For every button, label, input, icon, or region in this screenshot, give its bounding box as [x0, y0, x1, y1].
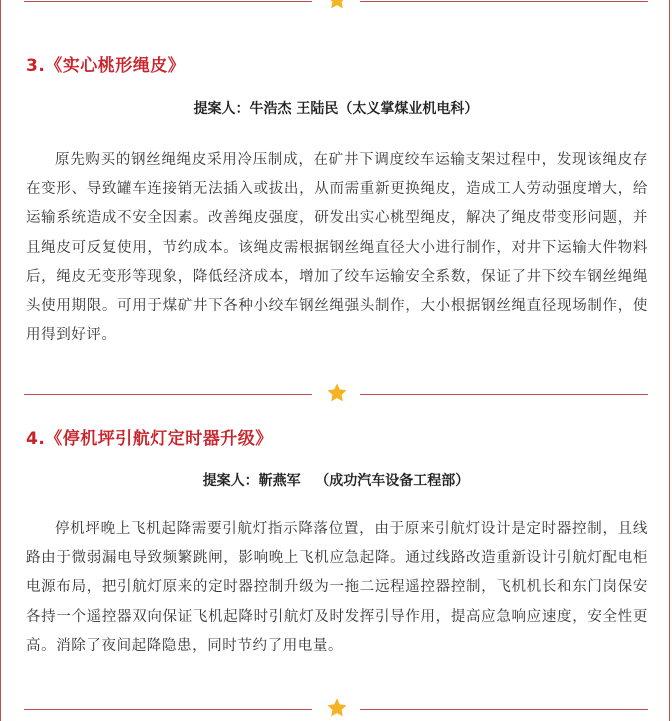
star-icon: [326, 382, 348, 404]
section-3-proposer: 提案人：牛浩杰 王陆民（太义掌煤业机电科）: [193, 101, 479, 117]
star-icon: [326, 697, 348, 719]
section-4-body: 停机坪晚上飞机起降需要引航灯指示降落位置，由于原来引航灯设计是定时器控制，且线路由于微弱漏电导致频繁跳闸，影响晚上飞机应急起降。通过线路改造重新设计引航灯配电柜电源布局，把引航灯原来的定时器控制升级为一拖二远程遥控器控制，飞机机长和东门岗保安各持一个遥控器双向保证飞机起降时引航灯及时发挥引导作用，提高应急响应速度，安全性更高。消除了夜间起降隐患，同时节约了用电量。: [26, 521, 648, 654]
star-icon: [326, 0, 348, 11]
divider-line-left: [24, 394, 312, 395]
divider-line-right: [360, 709, 648, 710]
divider-middle: [24, 382, 648, 406]
section-3-body: 原先购买的钢丝绳绳皮采用冷压制成，在矿井下调度绞车运输支架过程中，发现该绳皮存在变形、导致罐车连接销无法插入或拔出，从而需重新更换绳皮，造成工人劳动强度增大，给运输系统造成不安全因素。改善绳皮强度，研发出实心桃型绳皮，解决了绳皮带变形问题，并且绳皮可反复使用，节约成本。该绳皮需根据钢丝绳直径大小进行制作，对井下运输大件物料后，绳皮无变形等现象，降低经济成本，增加了绞车运输安全系数，保证了井下绞车钢丝绳绳头使用期限。可用于煤矿井下各种小绞车钢丝绳强头制作，大小根据钢丝绳直径现场制作，使用得到好评。: [26, 152, 648, 344]
section-4-proposer: 提案人：靳燕军 （成功汽车设备工程部）: [202, 473, 470, 489]
divider-line-right: [360, 1, 648, 2]
divider-line-left: [24, 709, 312, 710]
section-4-title: 4.《停机坪引航灯定时器升级》: [26, 429, 273, 449]
divider-line-left: [24, 1, 312, 2]
section-3-title: 3.《实心桃形绳皮》: [26, 56, 186, 76]
divider-bottom: [24, 697, 648, 721]
divider-top: [24, 0, 648, 13]
divider-line-right: [360, 394, 648, 395]
